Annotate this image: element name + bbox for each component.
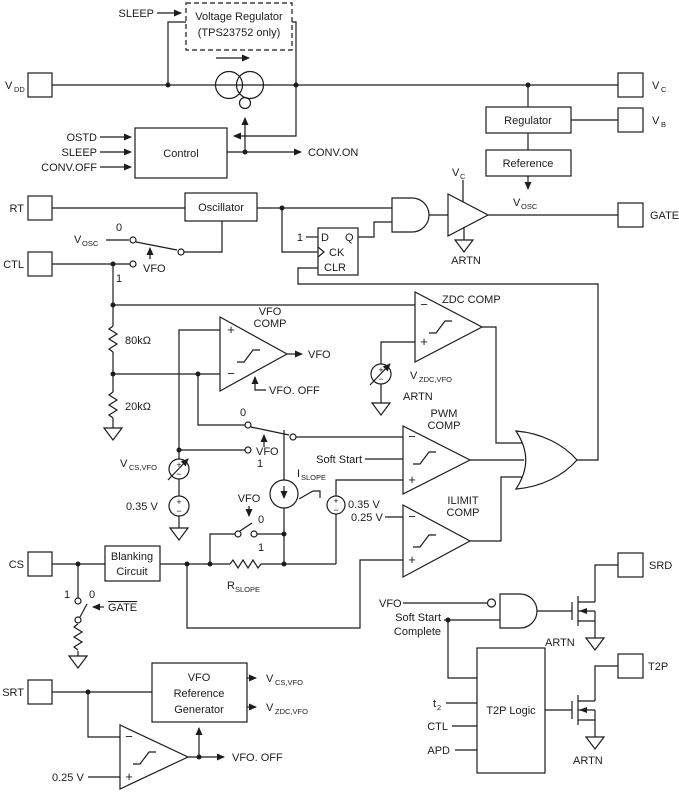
source-plus-sign: +	[333, 496, 339, 506]
minus-input-sign: −	[408, 509, 416, 524]
vosc-label-sub: OSC	[521, 202, 538, 211]
t2p-pin	[618, 654, 643, 678]
vfo-comp-title1: VFO	[258, 306, 282, 318]
vzdc-label: V	[410, 370, 418, 382]
regulator-left-stub	[168, 22, 186, 85]
inverter-bubble-icon	[488, 599, 496, 607]
switch-common-contact	[178, 249, 184, 255]
resistor-20k-icon	[109, 392, 117, 418]
srd-artn-label: ARTN	[545, 637, 575, 649]
vcs-label: V	[120, 458, 128, 470]
control-block	[41, 128, 358, 178]
vzdc-output-label: V	[266, 702, 274, 714]
vcs-label-sub: CS,VFO	[129, 463, 157, 472]
switch-vfo-label: VFO	[256, 446, 279, 458]
vcs-reference-stack	[120, 450, 189, 540]
ilimit-comp-title1: ILIMIT	[447, 495, 479, 507]
v025-srt-label: 0.25 V	[52, 772, 84, 784]
wire	[184, 221, 222, 252]
pwm-comp-title1: PWM	[430, 408, 458, 420]
zdc-comp-title: ZDC COMP	[442, 294, 501, 306]
ground-icon	[586, 638, 604, 650]
d-tie-high-label: 1	[296, 232, 303, 244]
switch-pos0-label: 0	[257, 514, 265, 526]
source-plus-sign: +	[176, 497, 182, 507]
voltage-regulator-subtitle: (TPS23752 only)	[197, 27, 281, 39]
or-gate-icon	[516, 431, 577, 489]
cs-section	[52, 546, 403, 628]
supply-section	[486, 85, 618, 211]
source-minus-sign: −	[378, 374, 384, 384]
switch-contact-0	[245, 422, 251, 428]
rslope-bypass-switch	[208, 493, 285, 567]
source-plus-sign: +	[176, 460, 182, 470]
plus-input-sign: +	[125, 769, 133, 784]
switch-pos0-label: 0	[239, 407, 247, 419]
vb-pin-label: V	[652, 115, 660, 127]
switch-contact	[75, 598, 81, 604]
gate-and	[392, 198, 448, 232]
apd-input-label: APD	[427, 745, 450, 757]
refgen-label1: VFO	[187, 672, 211, 684]
vc-pin-label: V	[652, 80, 660, 92]
plus-input-sign: +	[227, 322, 235, 337]
ground-icon	[372, 403, 390, 415]
ilimit-comp-title2: COMP	[446, 507, 480, 519]
pwm-comp-title2: COMP	[427, 420, 461, 432]
ground-icon	[586, 737, 604, 749]
minus-input-sign: −	[408, 429, 416, 444]
vosc-label: V	[513, 197, 521, 209]
junction-dot	[166, 83, 171, 88]
vfo-off-arrow	[255, 377, 266, 390]
d-label: D	[321, 232, 329, 244]
resistor-20k-label: 20kΩ	[125, 401, 151, 413]
hysteresis-icon	[237, 350, 260, 362]
vdd-pin-label-sub: DD	[14, 85, 25, 94]
ilimit-comparator	[351, 477, 522, 577]
plus-input-sign: +	[420, 334, 428, 349]
wire	[210, 534, 235, 564]
cs-to-ilimit-wire	[187, 560, 403, 628]
wire	[336, 480, 403, 496]
clr-label: CLR	[324, 262, 347, 274]
junction-dot	[294, 83, 299, 88]
srt-pin-label: SRT	[2, 687, 24, 699]
ground-icon	[104, 428, 122, 440]
vfo-input-label: VFO	[379, 598, 402, 610]
vzdc-label-sub: ZDC,VFO	[419, 375, 452, 384]
vosc-switch-label-sub: OSC	[82, 239, 99, 248]
convoff-label: CONV.OFF	[41, 162, 97, 174]
minus-input-sign: −	[420, 297, 428, 312]
and-gate-icon	[500, 594, 537, 628]
source-minus-sign: −	[176, 469, 182, 479]
v035-label: 0.35 V	[126, 501, 158, 513]
gate-driver	[448, 167, 618, 267]
soft-start-label: Soft Start	[316, 454, 362, 466]
refgen-label2: Reference	[173, 688, 225, 700]
vc-pin-label-sub: C	[661, 85, 667, 94]
blanking-label2: Circuit	[116, 566, 148, 578]
voltage-regulator-block	[119, 3, 296, 136]
refgen-label3: Generator	[174, 704, 224, 716]
t2p-artn-label: ARTN	[573, 755, 603, 767]
zdc-plus-wire	[381, 342, 415, 364]
pwm-comparator	[316, 408, 524, 494]
driver-vc-label: V	[452, 167, 460, 179]
islope-label: I	[297, 468, 301, 480]
switch-lever	[136, 242, 177, 250]
srd-pin-label: SRD	[649, 560, 673, 572]
vdd-pin	[28, 73, 52, 97]
switch-vfo-label: VFO	[143, 263, 166, 275]
minus-input-sign: −	[227, 366, 235, 381]
rslope-label: R	[227, 580, 235, 592]
driver-buffer-icon	[448, 194, 488, 236]
source-minus-sign: −	[333, 505, 339, 515]
and-gate-icon	[392, 198, 429, 232]
regulator-right-stub	[234, 22, 296, 136]
soft-start-complete-label1: Soft Start	[395, 612, 441, 624]
plus-input-sign: +	[408, 472, 416, 487]
zdc-output-wire	[482, 327, 522, 443]
plus-input-sign: +	[408, 552, 416, 567]
switch-pos0-label: 0	[115, 222, 123, 234]
switch-pos1-label: 1	[115, 273, 123, 285]
rt-pin-label: RT	[9, 203, 24, 215]
sleep-label: SLEEP	[118, 8, 154, 20]
gate-bar-label: GATE	[108, 602, 138, 614]
resistor-80k-icon	[109, 326, 117, 352]
cs-pin-label: CS	[8, 559, 24, 571]
rt-pin	[28, 196, 52, 220]
ctl-pin-label: CTL	[3, 259, 24, 271]
mosfet-arrow-icon	[579, 608, 587, 614]
hysteresis-icon	[429, 321, 452, 333]
vfo-off-label: VFO. OFF	[269, 385, 320, 397]
vfo-output-label: VFO	[308, 349, 331, 361]
ground-icon	[69, 656, 87, 668]
vb-pin-label-sub: B	[661, 120, 667, 129]
hysteresis-icon	[133, 752, 156, 764]
wire	[595, 565, 618, 602]
ctl-input-label: CTL	[427, 721, 448, 733]
control-label: Control	[163, 148, 199, 160]
clock-wire	[282, 208, 318, 252]
gate-pin-label: GATE	[650, 210, 679, 222]
ostd-label: OSTD	[66, 132, 97, 144]
voltage-regulator-title: Voltage Regulator	[195, 11, 283, 23]
t2p-pin-label: T2P	[648, 661, 669, 673]
source-minus-sign: −	[176, 506, 182, 516]
srd-section	[379, 565, 618, 650]
islope-switch-lever	[299, 491, 313, 499]
vfo-comp-title2: COMP	[253, 318, 287, 330]
switch-contact-0	[130, 237, 136, 243]
vdd-rail	[52, 83, 618, 88]
switch-contact	[251, 531, 257, 537]
driver-vc-label-sub: C	[460, 172, 466, 181]
rslope-resistor-icon	[230, 560, 261, 568]
vzdc-output-label-sub: ZDC,VFO	[275, 707, 308, 716]
srd-pin	[618, 553, 643, 577]
vfo-off-output-label: VFO. OFF	[232, 752, 283, 764]
ctl-oscillator-switch	[52, 221, 222, 285]
v025-label: 0.25 V	[351, 512, 383, 524]
rslope-label-sub: SLOPE	[235, 585, 261, 594]
islope-label-sub: SLOPE	[301, 473, 327, 482]
mirror-bias-circle-icon	[240, 98, 251, 109]
pulldown-resistor-icon	[74, 624, 82, 650]
vfo-comp-plus-wire	[179, 330, 220, 450]
v035-series-label: 0.35 V	[348, 499, 380, 511]
minus-input-sign: −	[125, 729, 133, 744]
vb-pin	[618, 108, 643, 132]
t2-label: t	[433, 698, 437, 710]
wire	[595, 666, 618, 701]
hysteresis-icon	[413, 535, 436, 547]
driver-artn-label: ARTN	[451, 255, 481, 267]
cs-pin	[28, 552, 52, 576]
ck-label: CK	[329, 247, 345, 259]
switch-common-contact	[290, 434, 296, 440]
q-label: Q	[345, 232, 354, 244]
switch-vfo-label: VFO	[237, 493, 261, 505]
switch-lever	[80, 604, 87, 617]
blanking-label1: Blanking	[110, 551, 154, 563]
vosc-switch-label: V	[74, 234, 82, 246]
ground-icon	[455, 240, 473, 252]
d-flipflop	[297, 222, 392, 275]
srt-section	[52, 663, 308, 789]
sleep-input-label: SLEEP	[61, 147, 97, 159]
hysteresis-icon	[413, 452, 436, 464]
zdc-artn-label: ARTN	[403, 391, 433, 403]
switch-pos1-label: 1	[256, 458, 264, 470]
islope-switch-terminal	[313, 491, 320, 498]
mosfet-arrow-icon	[579, 707, 587, 713]
switch-pos1-label: 1	[63, 589, 71, 601]
convon-label: CONV.ON	[308, 147, 359, 159]
q-output-wire	[358, 222, 392, 237]
t2p-logic-label: T2P Logic	[486, 705, 536, 717]
soft-start-complete-label2: Complete	[393, 626, 441, 638]
switch-contact	[235, 531, 241, 537]
resistor-80k-label: 80kΩ	[125, 335, 151, 347]
pins-right	[618, 73, 679, 678]
switch-contact-1	[130, 261, 136, 267]
source-plus-sign: +	[378, 365, 384, 375]
switch-pos1-label: 1	[257, 542, 265, 554]
switch-contact-1	[245, 447, 251, 453]
switch-contact	[75, 617, 81, 623]
wire	[88, 692, 120, 737]
switch-lever	[240, 523, 252, 531]
gate-pin	[618, 203, 643, 227]
oscillator-label: Oscillator	[198, 202, 244, 214]
srt-pin	[28, 680, 52, 704]
vcs-output-label: V	[266, 673, 274, 685]
ctl-divider	[104, 264, 415, 440]
regulator-label: Regulator	[504, 115, 552, 127]
ground-icon	[170, 528, 188, 540]
wire	[448, 620, 477, 678]
vcs-output-label-sub: CS,VFO	[275, 678, 303, 687]
switch-lever	[251, 427, 289, 435]
reference-label: Reference	[502, 158, 554, 170]
vdd-pin-label: V	[5, 80, 13, 92]
switch-pos0-label: 0	[88, 589, 96, 601]
t2-label-sub: 2	[437, 703, 442, 712]
vc-pin	[618, 73, 643, 97]
ctl-pin	[28, 252, 52, 276]
